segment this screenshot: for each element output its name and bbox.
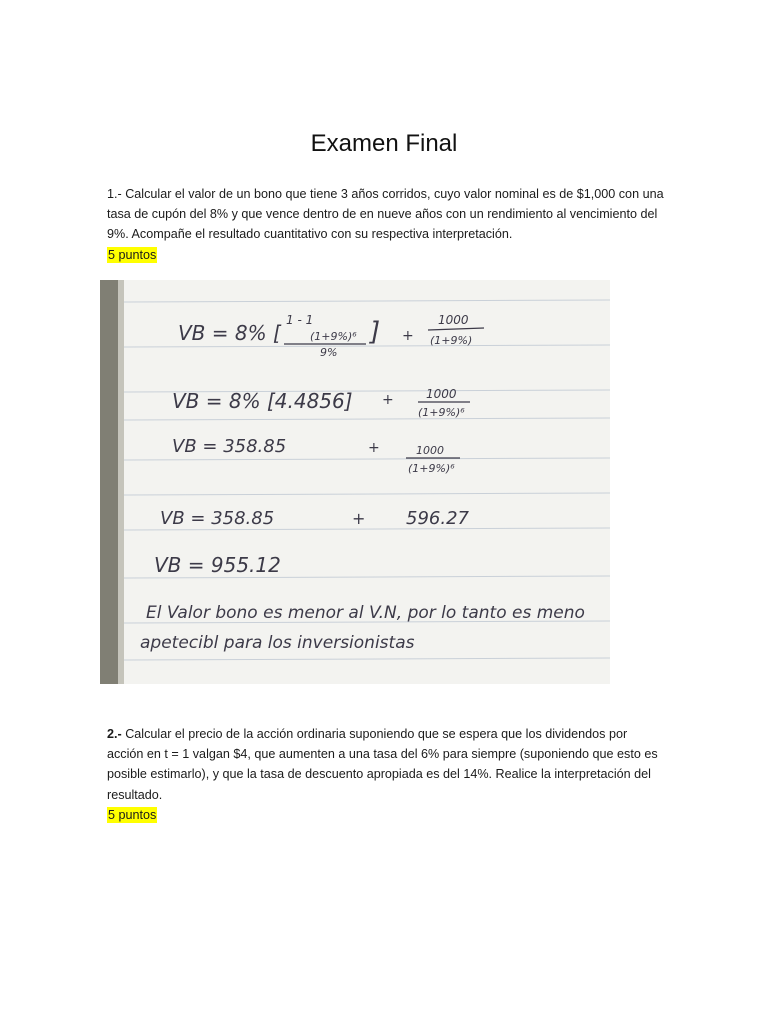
hw-line1-right-num: 1000 bbox=[438, 313, 469, 327]
hw-line1-plus: + bbox=[402, 328, 414, 344]
hw-line1-frac-num: 1 - 1 bbox=[286, 313, 314, 327]
hw-line7: apetecibl para los inversionistas bbox=[140, 633, 415, 653]
hw-line1-frac-den1: (1+9%)⁶ bbox=[310, 330, 357, 343]
hw-line5: VB = 955.12 bbox=[154, 553, 281, 577]
hw-line2-left: VB = 8% [4.4856] bbox=[172, 389, 353, 413]
hw-line4-right: 596.27 bbox=[406, 508, 469, 529]
question-1 bbox=[107, 184, 667, 265]
hw-line4: VB = 358.85 bbox=[160, 508, 275, 529]
hw-line2-right-den: (1+9%)⁶ bbox=[418, 406, 465, 419]
hw-line4-plus: + bbox=[352, 509, 366, 528]
hw-line3-right-num: 1000 bbox=[416, 444, 444, 457]
question-1-number: 1.- bbox=[107, 187, 122, 201]
page-title: Examen Final bbox=[310, 130, 458, 157]
hw-line6: El Valor bono es menor al V.N, por lo tanto es meno bbox=[146, 603, 585, 623]
question-1-points: 5 puntos bbox=[108, 247, 157, 262]
question-2-points: 5 puntos bbox=[108, 807, 157, 822]
hw-line1-frac-den2: 9% bbox=[320, 346, 338, 359]
hw-bracket-close: ] bbox=[370, 317, 381, 347]
hw-line1-right-den: (1+9%) bbox=[430, 334, 473, 347]
hw-line2-right-num: 1000 bbox=[426, 387, 457, 401]
hw-line3-left: VB = 358.85 bbox=[172, 436, 287, 457]
handwritten-answer-photo bbox=[100, 280, 610, 684]
question-2-number: 2.- bbox=[107, 727, 122, 741]
handwritten-answer-svg bbox=[100, 280, 610, 684]
question-2-text: Calcular el precio de la acción ordinaria suponiendo que se espera que los dividendos por acción en t = 1 valgan $4, que aumenten a una tasa del 6% para siempre (suponiendo que esto es posible estimarlo), y que la tasa de descuento apropiada es del 14%. Realice la interpretación del resultado. bbox=[107, 727, 658, 802]
hw-line2-plus: + bbox=[382, 392, 394, 408]
hw-line3-plus: + bbox=[368, 440, 380, 456]
question-1-text: Calcular el valor de un bono que tiene 3 años corridos, cuyo valor nominal es de $1,000 con una tasa de cupón del 8% y que vence dentro de en nueve años con un rendimiento al vencimiento del 9%. Acompañe el resultado cuantitativo con su respectiva interpretación. bbox=[107, 187, 664, 242]
hw-line3-right-den: (1+9%)⁶ bbox=[408, 462, 455, 475]
question-2 bbox=[107, 724, 667, 825]
hw-line1-left: VB = 8% [ bbox=[178, 321, 281, 345]
